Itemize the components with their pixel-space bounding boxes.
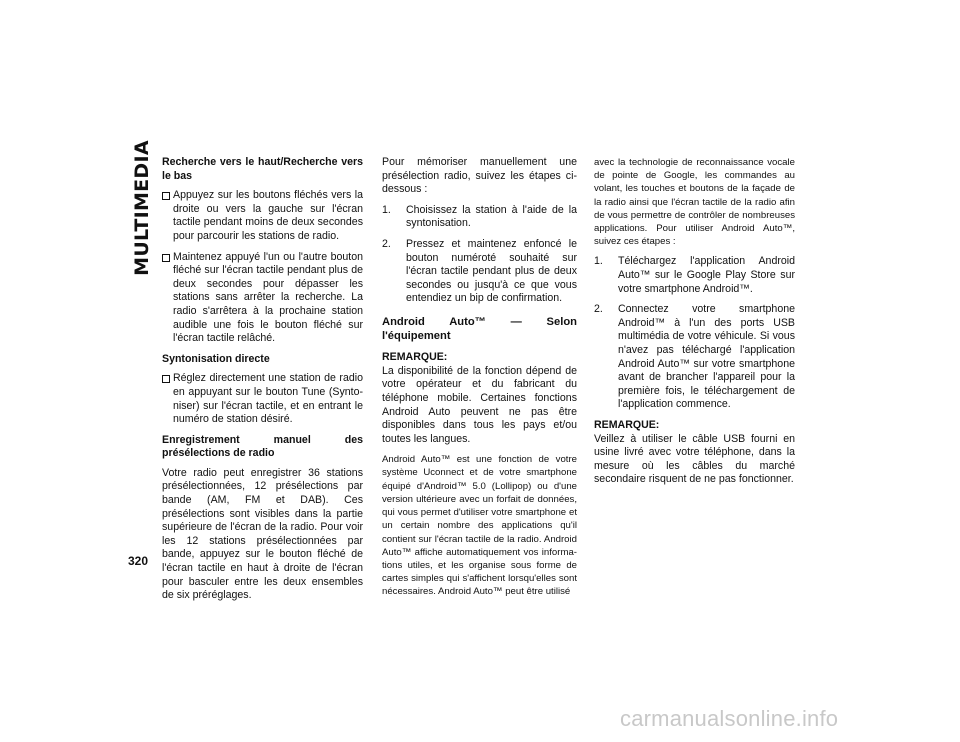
paragraph-intro: Pour mémoriser manuellement une présélection radio, suivez les étapes ci-dessous : [382,156,577,196]
heading-seek: Recherche vers le haut/Recherche vers le bas [162,156,363,182]
checkbox-bullet-icon [162,375,170,383]
checkbox-bullet-icon [162,254,170,262]
list-item [594,255,795,296]
step-text: Choisissez la station à l'aide de la syntonisation. [406,203,577,230]
bullet-item [162,189,363,243]
step-text: Téléchargez l'application Android Auto™ sur le Google Play Store sur votre smartphone Android™. [618,255,795,295]
checkbox-bullet-icon [162,192,170,200]
step-number: 2. [594,303,603,316]
list-item [382,204,577,231]
column-1 [162,156,363,610]
heading-presets: Enregistrement manuel des présélections de radio [162,433,363,460]
note-label: REMARQUE: [594,418,660,431]
paragraph-android: Android Auto™ est une fonction de votre système Uconnect et de votre smartphone équipé d'Android™ 5.0 (Lollipop) ou d'une version ultérieure avec un forfait de données, qui vous permet d'utiliser votre smartphone et un certain nombre des applications qu'il contient sur l'écran tactile de la radio. Android Auto™ affiche automatiquement vos informations utiles, et les organise sous forme de cartes simples qui s'affichent lorsqu'elles sont nécessaires. Android Auto™ peut être utilisé [382,454,577,598]
section-title: MULTIMEDIA [131,140,153,276]
heading-direct-tune: Syntonisation directe [162,352,270,365]
step-number: 1. [382,203,391,216]
step-number: 1. [594,255,603,268]
watermark: carmanualsonline.info [620,706,839,731]
list-item [382,238,577,306]
column-2 [382,156,577,606]
page-number: 320 [128,554,149,568]
column-3 [594,156,795,494]
bullet-item [162,251,363,346]
step-text: Pressez et maintenez enfoncé le bouton numéroté souhaité sur l'écran tactile pendant plus de deux secondes ou jusqu'à ce que vous entendiez un bip de confirmation. [406,237,577,305]
heading-android-auto: Android Auto™ — Selon l'équipement [382,315,577,342]
note-text: La disponibilité de la fonction dépend de votre opérateur et du fabricant du téléphone mobile. Certaines fonctions Android Auto peuvent ne pas être disponibles dans tous les pays et/ou toutes les langues. [382,364,577,445]
bullet-text: Maintenez appuyé l'un ou l'autre bouton fléché sur l'écran tactile pendant plus de deux secondes pour dépasser les stations sans arrêter la recherche. La radio s'arrêtera à la prochaine station audible une fois le bouton fléché sur l'écran tactile relâché. [173,250,363,345]
bullet-text: Réglez directement une station de radio en appuyant sur le bouton Tune (Syntoniser) sur l'écran tactile, et en entrant le numéro de station désiré. [173,372,363,426]
paragraph-continued: avec la technologie de reconnaissance vocale de pointe de Google, les commandes au volant, les touches et boutons de la façade de la radio ainsi que l'écran tactile de la radio afin de vous permettre de contrôler de nombreuses applications. Pour utiliser Android Auto™, suivez ces étapes : [594,157,795,248]
step-text: Connectez votre smartphone Android™ à l'un des ports USB multimédia de votre véhicule. Si vous n'avez pas téléchargé l'application Android Auto™ sur votre smartphone avant de brancher l'appareil pour la première fois, le téléchargement de l'application commence. [618,303,795,411]
note-label: REMARQUE: [382,351,448,364]
bullet-text: Appuyez sur les boutons fléchés vers la droite ou vers la gauche sur l'écran tactile pendant moins de deux secondes pour parcourir les stations de radio. [173,189,363,242]
note-text: Veillez à utiliser le câble USB fourni en usine livré avec votre téléphone, dans la mesure où les câbles du marché secondaire risquent de ne pas fonctionner. [594,432,795,486]
step-number: 2. [382,237,391,250]
section-tab [125,140,159,276]
paragraph-presets: Votre radio peut enregistrer 36 stations présélectionnées, 12 présélections par bande (AM, FM et DAB). Ces présélections sont visibles dans la partie supérieure de l'écran de la radio. Pour voir les 12 stations présélectionnées par bande, appuyez sur le bouton fléché de l'écran tactile en haut à droite de l'écran pour basculer entre les deux ensembles de six préréglages. [162,466,363,602]
list-item [594,303,795,412]
bullet-item [162,372,363,426]
